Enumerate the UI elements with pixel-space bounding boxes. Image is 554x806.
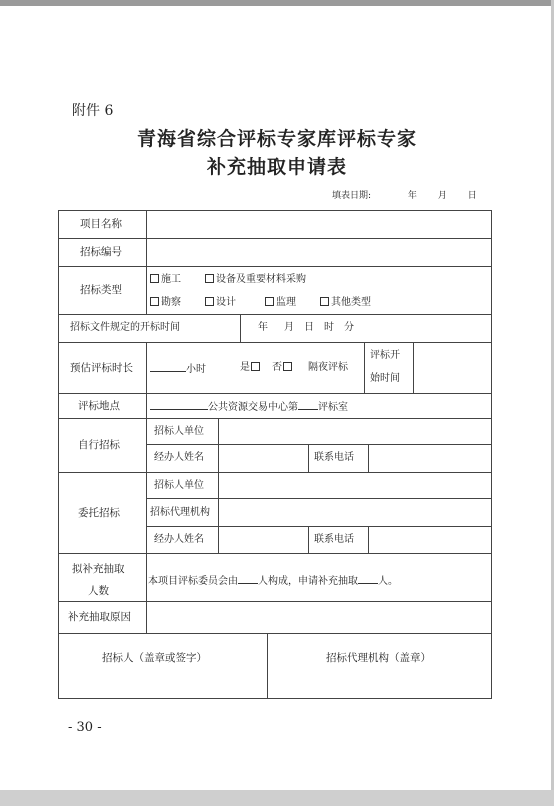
label-handler-name: 经办人姓名 — [154, 452, 204, 463]
label-overnight: 隔夜评标 — [308, 362, 348, 373]
label-handler-name: 经办人姓名 — [154, 534, 204, 545]
checkbox-icon[interactable] — [205, 297, 214, 306]
label-agency: 招标代理机构 — [150, 507, 210, 518]
signature-agency: 招标代理机构（盖章） — [326, 652, 431, 664]
table-rule — [58, 314, 492, 315]
checkbox-icon[interactable] — [283, 362, 292, 371]
label-opening-time: 招标文件规定的开标时间 — [70, 322, 180, 333]
table-rule — [146, 526, 492, 527]
label-start-time-line1: 评标开 — [370, 350, 400, 361]
table-rule — [58, 418, 492, 419]
signature-tenderer: 招标人（盖章或签字） — [102, 652, 207, 664]
label-estimated-duration: 预估评标时长 — [70, 362, 133, 374]
table-rule — [58, 472, 492, 473]
checkbox-icon[interactable] — [150, 297, 159, 306]
table-rule — [58, 342, 492, 343]
supplement-count-text[interactable]: 本项目评标委员会由 人构成，申请补充抽取 人。 — [148, 573, 398, 589]
label-contact-phone: 联系电话 — [314, 534, 354, 545]
table-rule — [58, 553, 492, 554]
form-title-line2: 补充抽取申请表 — [206, 156, 347, 178]
label-tender-number: 招标编号 — [80, 246, 122, 258]
opening-hour: 时 — [324, 322, 334, 333]
table-rule — [146, 444, 492, 445]
label-supplement-count-line2: 人数 — [88, 585, 109, 597]
table-rule — [58, 266, 492, 267]
form-title-line1: 青海省综合评标专家库评标专家 — [136, 128, 417, 150]
label-location: 评标地点 — [78, 400, 120, 412]
table-rule — [146, 498, 492, 499]
option-equipment-procurement[interactable]: 设备及重要材料采购 — [205, 273, 306, 287]
table-border-left — [58, 210, 59, 699]
opening-day: 日 — [304, 322, 314, 333]
label-reason: 补充抽取原因 — [68, 611, 131, 623]
attachment-label: 附件 6 — [72, 103, 114, 119]
label-self-tender: 自行招标 — [78, 439, 120, 451]
table-rule — [146, 418, 147, 633]
field-project-name[interactable] — [150, 213, 488, 235]
opening-year: 年 — [258, 322, 268, 333]
fill-date-month: 月 — [437, 191, 447, 201]
option-construction[interactable]: 施工 — [150, 273, 181, 287]
table-rule — [240, 314, 241, 342]
option-no[interactable]: 否 — [272, 361, 294, 375]
checkbox-icon[interactable] — [251, 362, 260, 371]
table-rule — [308, 444, 309, 472]
table-rule — [368, 526, 369, 553]
table-rule — [267, 633, 268, 698]
table-rule — [146, 342, 147, 418]
label-entrusted-tender: 委托招标 — [78, 507, 120, 519]
table-rule — [308, 526, 309, 553]
hours-field[interactable]: 小时 — [150, 361, 206, 377]
label-tender-type: 招标类型 — [80, 284, 122, 296]
fill-date-label: 填表日期: — [332, 191, 372, 201]
table-border-top — [58, 210, 492, 211]
option-supervision[interactable]: 监理 — [265, 296, 296, 310]
table-rule — [413, 342, 414, 393]
table-rule — [58, 601, 492, 602]
checkbox-icon[interactable] — [320, 297, 329, 306]
field-tender-number[interactable] — [150, 241, 488, 263]
opening-minute: 分 — [344, 322, 354, 333]
checkbox-icon[interactable] — [205, 274, 214, 283]
field-reason[interactable] — [150, 605, 488, 629]
table-rule — [58, 633, 492, 634]
scan-top-edge — [0, 0, 554, 6]
option-yes[interactable]: 是 — [240, 361, 262, 375]
fill-date-year: 年 — [407, 191, 417, 201]
opening-month: 月 — [284, 322, 294, 333]
label-start-time-line2: 始时间 — [370, 373, 400, 384]
option-other[interactable]: 其他类型 — [320, 296, 371, 310]
page-number: - 30 - — [68, 720, 102, 735]
scan-bottom-edge — [0, 790, 554, 806]
table-rule — [368, 444, 369, 472]
option-survey[interactable]: 勘察 — [150, 296, 181, 310]
label-supplement-count-line1: 拟补充抽取 — [72, 563, 125, 575]
table-rule — [218, 472, 219, 553]
label-project-name: 项目名称 — [80, 218, 122, 230]
option-design[interactable]: 设计 — [205, 296, 236, 310]
table-rule — [58, 238, 492, 239]
location-field[interactable]: 公共资源交易中心第 评标室 — [150, 399, 348, 415]
table-rule — [58, 393, 492, 394]
checkbox-icon[interactable] — [265, 297, 274, 306]
application-form-table — [58, 210, 492, 698]
table-rule — [364, 342, 365, 393]
table-rule — [218, 418, 219, 472]
checkbox-icon[interactable] — [150, 274, 159, 283]
table-border-bottom — [58, 698, 492, 699]
fill-date — [332, 188, 477, 201]
label-tenderer-unit: 招标人单位 — [154, 426, 204, 437]
label-contact-phone: 联系电话 — [314, 452, 354, 463]
label-tenderer-unit: 招标人单位 — [154, 480, 204, 491]
table-rule — [146, 210, 147, 314]
fill-date-day: 日 — [467, 191, 477, 201]
table-border-right — [491, 210, 492, 699]
